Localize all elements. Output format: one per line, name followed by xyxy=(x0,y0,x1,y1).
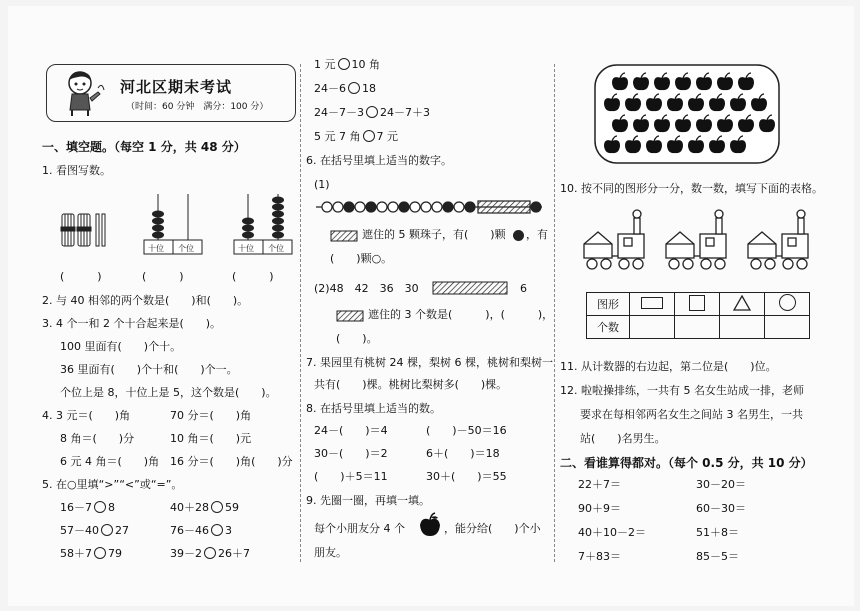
compare-circle[interactable] xyxy=(94,547,106,559)
q9-text: 每个小朋友分 4 个 xyxy=(314,522,405,535)
q6-part1: (1) xyxy=(314,178,330,191)
q4-item: 6 元 4 角＝( )角 xyxy=(60,455,160,468)
q9-text: 朋友。 xyxy=(314,546,347,559)
q6-part1-text: 遮住的 5 颗珠子，有( )颗 xyxy=(362,228,506,241)
q9-label: 9. 先圈一圈，再填一填。 xyxy=(306,494,430,507)
table-header: 图形 xyxy=(587,293,630,316)
square-icon xyxy=(675,293,720,316)
q6-part2-number: 6 xyxy=(520,282,527,295)
q4-item: 4. 3 元＝( )角 xyxy=(42,409,131,422)
compare-circle[interactable] xyxy=(94,501,106,513)
bead-string-icon xyxy=(314,198,544,216)
section-1-heading: 一、填空题。（每空 1 分，共 48 分） xyxy=(42,140,246,154)
abacus-one-label: 个位 xyxy=(268,244,284,253)
count-cell[interactable] xyxy=(765,316,810,339)
q12-line: 要求在每相邻两名女生之间站 3 名男生，一共 xyxy=(580,408,803,421)
q3-line: 36 里面有( )个十和( )个一。 xyxy=(60,363,238,376)
compare-circle[interactable] xyxy=(211,524,223,536)
compare-circle[interactable] xyxy=(363,130,375,142)
q6-part1-text: ，有 xyxy=(526,228,548,241)
q5-label: 5. 在○里填“>”“<”或“=”。 xyxy=(42,478,183,491)
calc-item: 7＋83＝ xyxy=(578,550,621,563)
q10-label: 10. 按不同的图形分一分，数一数，填写下面的表格。 xyxy=(560,182,823,195)
q12-line: 站( )名男生。 xyxy=(580,432,666,445)
q8-eq: 24－( )＝4 xyxy=(314,424,388,437)
abacus-ten-label: 十位 xyxy=(238,244,254,253)
q6-part2-text: 遮住的 3 个数是( )，( )， xyxy=(368,308,554,321)
q12-line: 12. 啦啦操排练，一共有 5 名女生站成一排，老师 xyxy=(560,384,804,397)
compare-circle[interactable] xyxy=(348,82,360,94)
q4-item: 10 角＝( )元 xyxy=(170,432,252,445)
count-cell[interactable] xyxy=(675,316,720,339)
q1-answer-blank[interactable]: ( ) xyxy=(232,270,274,283)
section-2-heading: 二、看谁算得都对。（每个 0.5 分，共 10 分） xyxy=(560,456,813,470)
q11: 11. 从计数器的右边起，第二位是( )位。 xyxy=(560,360,777,373)
q9-text: ，能分给( )个小 xyxy=(444,522,541,535)
compare-circle[interactable] xyxy=(101,524,113,536)
calc-item: 51＋8＝ xyxy=(696,526,739,539)
shape-count-table xyxy=(586,292,810,339)
calc-item: 22＋7＝ xyxy=(578,478,621,491)
calc-item: 90＋9＝ xyxy=(578,502,621,515)
q6-part1-text: ( )颗○。 xyxy=(330,252,393,265)
train-shapes-icon xyxy=(578,208,818,274)
q4-item: 8 角＝( )分 xyxy=(60,432,135,445)
q3-line: 个位上是 8，十位上是 5，这个数是( )。 xyxy=(60,386,277,399)
triangle-icon xyxy=(720,293,765,316)
q1-label: 1. 看图写数。 xyxy=(42,164,111,177)
compare-circle[interactable] xyxy=(204,547,216,559)
compare-circle[interactable] xyxy=(211,501,223,513)
compare-item: 24－6 18 xyxy=(314,82,376,95)
compare-circle[interactable] xyxy=(338,58,350,70)
hatched-cover-icon xyxy=(330,230,358,242)
exam-page xyxy=(8,6,854,606)
q6-part2: (2)48 42 36 30 xyxy=(314,282,419,295)
count-cell[interactable] xyxy=(630,316,675,339)
compare-item: 24－7－3 24－7＋3 xyxy=(314,106,430,119)
count-cell[interactable] xyxy=(720,316,765,339)
exam-subtitle: （时间：60 分钟 满分：100 分） xyxy=(126,102,269,112)
q8-eq: ( )＋5＝11 xyxy=(314,470,388,483)
student-icon xyxy=(58,68,108,118)
q3-line: 3. 4 个一和 2 个十合起来是( )。 xyxy=(42,317,222,330)
q8-eq: 30－( )＝2 xyxy=(314,447,388,460)
q4-item: 16 分＝( )角( )分 xyxy=(170,455,293,468)
apple-group-box xyxy=(594,64,780,164)
black-bead-icon xyxy=(512,229,525,242)
column-divider xyxy=(554,64,555,562)
compare-circle[interactable] xyxy=(366,106,378,118)
q7-line: 7. 果园里有桃树 24 棵，梨树 6 棵，桃树和梨树一 xyxy=(306,356,553,369)
calc-item: 40＋10－2＝ xyxy=(578,526,646,539)
q5-compare: 39－2 26＋7 xyxy=(170,547,250,560)
q5-compare: 57－40 27 xyxy=(60,524,129,537)
q5-compare: 76－46 3 xyxy=(170,524,232,537)
q4-item: 70 分＝( )角 xyxy=(170,409,252,422)
q8-eq: 6＋( )＝18 xyxy=(426,447,500,460)
table-header: 个数 xyxy=(587,316,630,339)
q8-eq: 30＋( )＝55 xyxy=(426,470,507,483)
q5-compare: 58＋7 79 xyxy=(60,547,122,560)
compare-item: 1 元 10 角 xyxy=(314,58,380,71)
calc-item: 85－5＝ xyxy=(696,550,739,563)
rectangle-icon xyxy=(630,293,675,316)
q6-part2-text: ( )。 xyxy=(336,332,378,345)
q3-line: 100 里面有( )个十。 xyxy=(60,340,182,353)
hatched-cover-icon xyxy=(336,310,364,322)
hatched-cover-icon xyxy=(432,281,508,295)
calc-item: 30－20＝ xyxy=(696,478,746,491)
column-divider xyxy=(300,64,301,562)
q5-compare: 16－7 8 xyxy=(60,501,115,514)
calc-item: 60－30＝ xyxy=(696,502,746,515)
abacus-ten-label: 十位 xyxy=(148,244,164,253)
compare-item: 5 元 7 角 7 元 xyxy=(314,130,398,143)
q8-eq: ( )－50＝16 xyxy=(426,424,507,437)
q7-line: 共有( )棵。桃树比梨树多( )棵。 xyxy=(314,378,508,391)
q6-label: 6. 在括号里填上适当的数字。 xyxy=(306,154,452,167)
q1-answer-blank[interactable]: ( ) xyxy=(142,270,184,283)
exam-title: 河北区期末考试 xyxy=(120,78,233,96)
apple-icon xyxy=(418,512,442,538)
q1-answer-blank[interactable]: ( ) xyxy=(60,270,102,283)
q5-compare: 40＋28 59 xyxy=(170,501,239,514)
q2: 2. 与 40 相邻的两个数是( )和( )。 xyxy=(42,294,249,307)
abacus-one-label: 个位 xyxy=(178,244,194,253)
circle-icon xyxy=(765,293,810,316)
q8-label: 8. 在括号里填上适当的数。 xyxy=(306,402,441,415)
bundle-sticks-icon xyxy=(60,212,128,248)
